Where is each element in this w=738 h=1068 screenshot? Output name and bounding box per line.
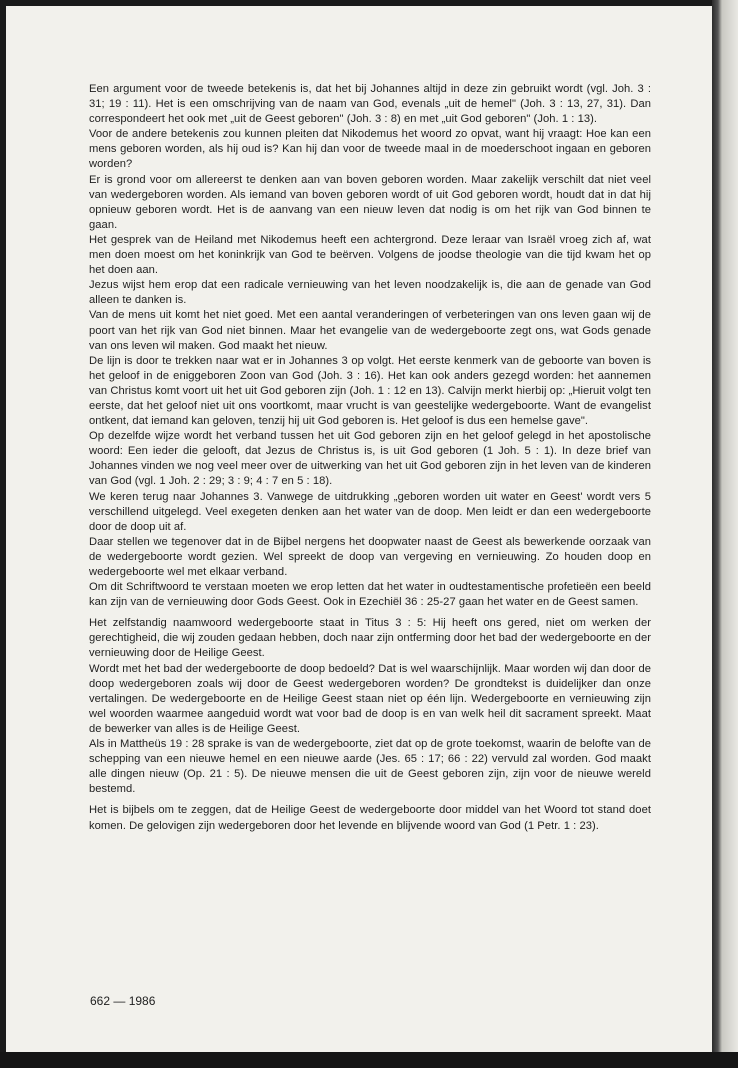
paragraph: Een argument voor de tweede betekenis is, dat het bij Johannes altijd in deze zin gebruikt wordt (vgl. Joh. 3 : 31; 19 : 11). Het is een omschrijving van de naam van God, evenals „uit de hemel" (Joh. 3 : 13, 27, 31). Dan correspondeert het ook met „uit de Geest geboren" (Joh. 3 : 8) en met „uit God geboren" (Joh. 1 : 13). [89, 83, 651, 126]
paragraph: Jezus wijst hem erop dat een radicale vernieuwing van het leven noodzakelijk is, die aan de genade van God alleen te danken is. [89, 279, 651, 307]
paragraph: Het is bijbels om te zeggen, dat de Heilige Geest de wedergeboorte door middel van het Woord tot stand doet komen. De gelovigen zijn wedergeboren door het levende en blijvende woord van God (1 Petr. 1 : 23). [89, 804, 651, 832]
paragraph: Wordt met het bad der wedergeboorte de doop bedoeld? Dat is wel waarschijnlijk. Maar worden wij dan door de doop wedergeboren zoals wij door de Geest wedergeboren worden? De grondtekst is duidelijker dan onze vertalingen. De wedergeboorte en de Heilige Geest staan niet op één lijn. Wedergeboorte en vernieuwing zijn wel woorden waarmee aangeduid wordt wat voor bad de doop is en van welk heil dit sacrament spreekt. Maat de bewerker van alles is de Heilige Geest. [89, 662, 651, 735]
paragraph: Er is grond voor om allereerst te denken aan van boven geboren worden. Maar zakelijk verschilt dat niet veel van wedergeboren worden. Als iemand van boven geboren wordt of uit God geboren wordt, houdt dat in dat hij opnieuw geboren wordt. Het is de aanvang van een nieuw leven dat nodig is om het rijk van God binnen te gaan. [89, 173, 651, 231]
page-number: 662 — 1986 [90, 994, 156, 1008]
page-bottom-edge [0, 1052, 738, 1068]
paragraph: Het gesprek van de Heiland met Nikodemus heeft een achtergrond. Deze leraar van Israël vroeg zich af, wat men doen moest om het koninkrijk van God te beërven. Volgens de joodse theologie van die tijd kwam het op het doen aan. [89, 233, 651, 277]
page-right-edge [712, 0, 738, 1068]
body-text [89, 82, 651, 834]
paragraph: Daar stellen we tegenover dat in de Bijbel nergens het doopwater naast de Geest als bewerkende oorzaak van de wedergeboorte wordt gezien. Wel spreekt de doop van vergeving en vernieuwing. Zo houden doop en wedergeboorte wel met elkaar verband. [89, 535, 651, 578]
paragraph: Van de mens uit komt het niet goed. Met een aantal veranderingen of verbeteringen van ons leven gaan wij de poort van het rijk van God niet binnen. Maar het evangelie van de wedergeboorte zegt ons, wat Gods genade van ons leven wil maken. God maakt het nieuw. [89, 309, 651, 352]
paragraph: Voor de andere betekenis zou kunnen pleiten dat Nikodemus het woord zo opvat, want hij vraagt: Hoe kan een mens geboren worden, als hij oud is? Kan hij dan voor de tweede maal in de moederschoot ingaan en geboren worden? [89, 128, 651, 171]
paragraph: Om dit Schriftwoord te verstaan moeten we erop letten dat het water in oudtestamentische profetieën een beeld kan zijn van de vernieuwing door Gods Geest. Ook in Ezechiël 36 : 25-27 gaan het water en de Geest samen. [89, 581, 651, 609]
paragraph: De lijn is door te trekken naar wat er in Johannes 3 op volgt. Het eerste kenmerk van de geboorte van boven is het geloof in de eniggeboren Zoon van God (Joh. 3 : 16). Het kan ook anders gezegd worden: het aannemen van Christus komt voort uit het uit God geboren zijn (Joh. 1 : 12 en 13). Calvijn merkt hierbij op: „Hieruit volgt ten eerste, dat het geloof niet uit ons voortkomt, maar vrucht is van geestelijke wedergeboorte. Want de evangelist ontkent, dat iemand kan geloven, tenzij hij uit God geboren is. Het geloof is dus een hemelse gave". [89, 354, 651, 428]
paragraph: We keren terug naar Johannes 3. Vanwege de uitdrukking „geboren worden uit water en Geest' wordt vers 5 verschillend uitgelegd. Veel exegeten denken aan het water van de doop. Men leidt er dan een wedergeboorte door de doop uit af. [89, 490, 651, 533]
paragraph: Op dezelfde wijze wordt het verband tussen het uit God geboren zijn en het geloof gelegd in het apostolische woord: Een ieder die gelooft, dat Jezus de Christus is, is uit God geboren (1 Joh. 5 : 1). In deze brief van Johannes vinden we nog veel meer over de uitwerking van het uit God geboren zijn in het leven van de kinderen van God (vgl. 1 Joh. 2 : 29; 3 : 9; 4 : 7 en 5 : 18). [89, 430, 651, 488]
paragraph: Het zelfstandig naamwoord wedergeboorte staat in Titus 3 : 5: Hij heeft ons gered, niet om werken der gerechtigheid, die wij zouden gedaan hebben, doch naar zijn ontferming door het bad der wedergeboorte en der vernieuwing door de Heilige Geest. [89, 617, 651, 660]
paragraph: Als in Mattheüs 19 : 28 sprake is van de wedergeboorte, ziet dat op de grote toekomst, waarin de belofte van de schepping van een nieuwe hemel en een nieuwe aarde (Jes. 65 : 17; 66 : 22) vervuld zal worden. God maakt alle dingen nieuw (Op. 21 : 5). De nieuwe mensen die uit de Geest geboren zijn, zijn voor de nieuwe wereld bestemd. [89, 738, 651, 796]
